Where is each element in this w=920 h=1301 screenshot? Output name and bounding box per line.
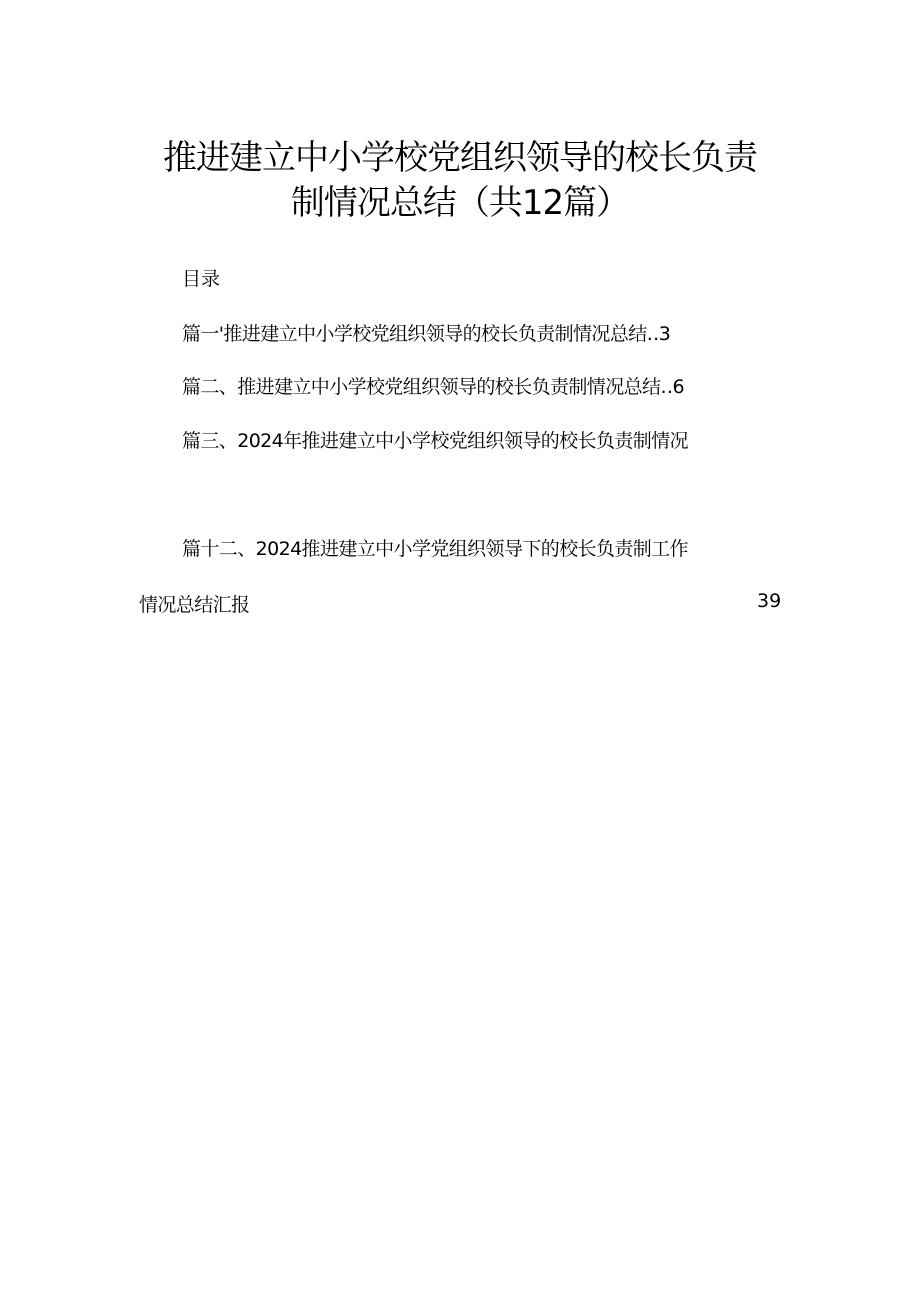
toc-heading: 目录 bbox=[182, 268, 221, 290]
toc-entry-12[interactable]: 篇十二、2024推进建立中小学党组织领导下的校长负责制工作 bbox=[182, 538, 688, 560]
document-title-line-1: 推进建立中小学校党组织领导的校长负责 bbox=[163, 138, 757, 178]
document-title-line-2: 制情况总结（共12篇） bbox=[290, 183, 630, 223]
toc-entry-3[interactable]: 篇三、2024年推进建立中小学校党组织领导的校长负责制情况 bbox=[182, 430, 688, 452]
toc-entry-1[interactable]: 篇一'推进建立中小学校党组织领导的校长负责制情况总结‥3 bbox=[182, 323, 671, 345]
toc-entry-12-page-number: 39 bbox=[757, 590, 782, 612]
toc-entry-2[interactable]: 篇二、推进建立中小学校党组织领导的校长负责制情况总结‥6 bbox=[182, 376, 684, 398]
toc-entry-12-continuation[interactable]: 情况总结汇报 bbox=[139, 594, 250, 616]
